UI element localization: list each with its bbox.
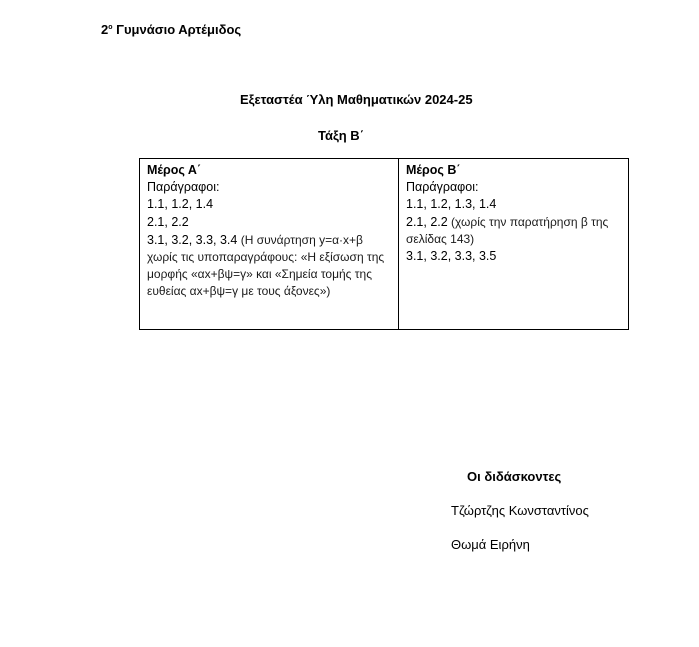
part-a-line-1: 1.1, 1.2, 1.4 [147,197,214,211]
syllabus-row [140,159,629,330]
teacher-name: Τζώρτζης Κωνσταντίνος [451,503,589,518]
part-b-cell [399,159,629,330]
teacher-name: Θωμά Ειρήνη [451,537,530,552]
part-b-heading: Μέρος Β΄ [406,163,461,177]
part-a-line-2: 2.1, 2.2 [147,215,189,229]
syllabus-table [139,158,629,330]
part-a-line-3-note: (Η συνάρτηση y=α·x+β χωρίς τις υποπαραγράφους: «Η εξίσωση της μορφής «αx+βψ=γ» και «Σημεία τομής της ευθείας αx+βψ=γ με τους άξονες») [147,233,385,298]
document-title: Εξεταστέα Ύλη Μαθηματικών 2024-25 [240,92,473,107]
part-b-line-1: 1.1, 1.2, 1.3, 1.4 [406,197,497,211]
school-name-text: Γυμνάσιο Αρτέμιδος [116,22,242,37]
part-a-heading: Μέρος Α΄ [147,163,202,177]
school-number: 2 [101,22,109,37]
part-b-line-2-sections: 2.1, 2.2 [406,215,448,229]
part-a-cell [140,159,399,330]
part-b-line-3: 3.1, 3.2, 3.3, 3.5 [406,249,497,263]
part-a-line-3-sections: 3.1, 3.2, 3.3, 3.4 [147,233,238,247]
part-a-line-3 [147,232,392,300]
part-b-intro: Παράγραφοι: [406,180,479,194]
teachers-heading: Οι διδάσκοντες [467,469,562,484]
school-ordinal-superscript: ο [108,24,113,31]
part-b-line-2 [406,214,622,248]
part-a-intro: Παράγραφοι: [147,180,220,194]
class-label: Τάξη Β΄ [318,128,365,143]
school-name [101,22,241,37]
part-b-line-2-note: (χωρίς την παρατήρηση β της σελίδας 143) [406,215,609,246]
